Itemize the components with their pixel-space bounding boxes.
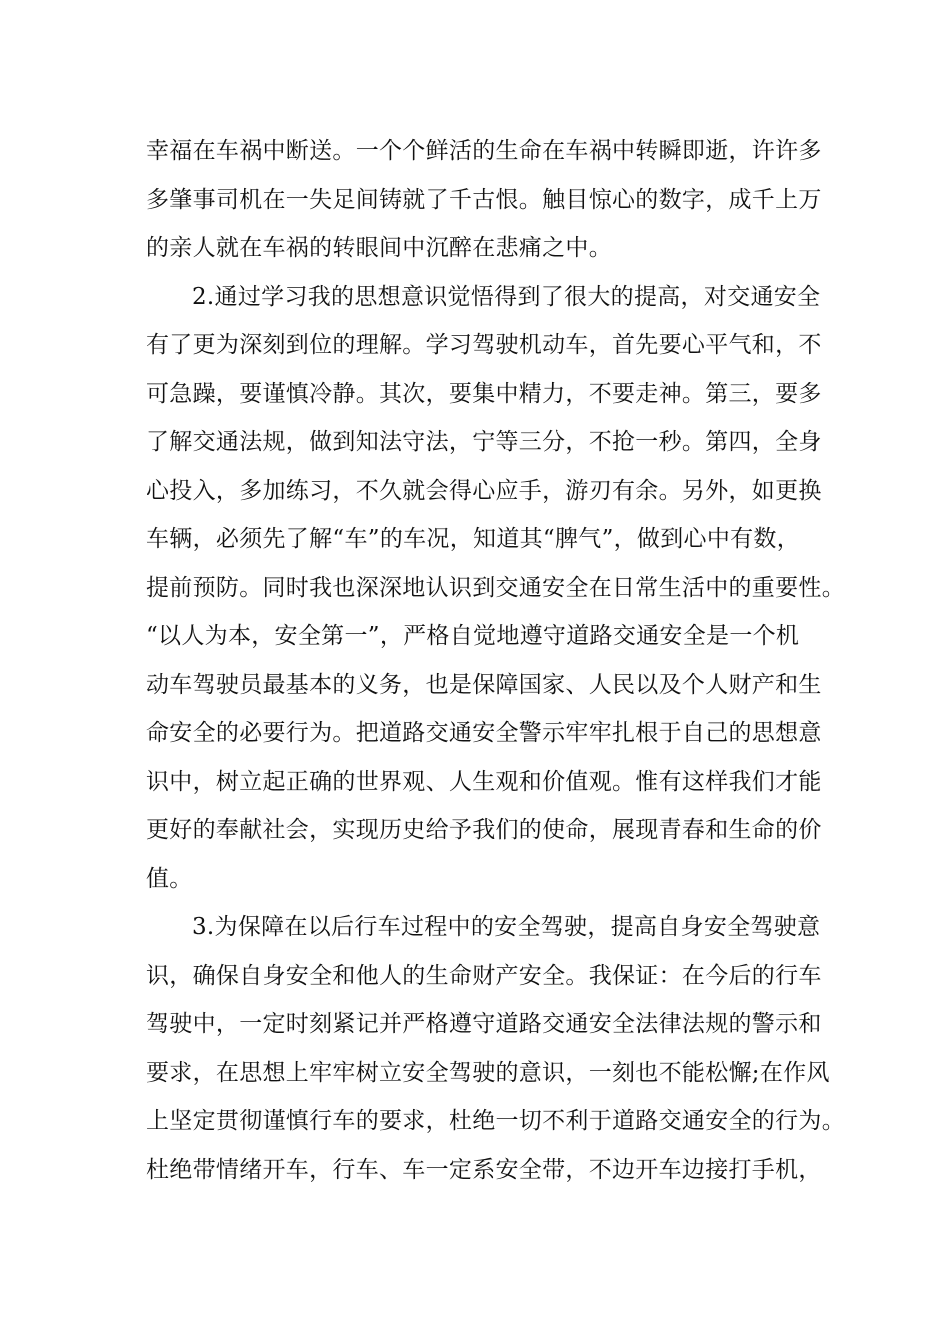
text-line: 心投入，多加练习，不久就会得心应手，游刃有余。另外，如更换 <box>146 477 822 504</box>
text-line: 杜绝带情绪开车，行车、车一定系安全带，不边开车边接打手机， <box>146 1156 822 1183</box>
text-line: “以人为本，安全第一”，严格自觉地遵守道路交通安全是一个机 <box>146 623 800 649</box>
text-line: 车辆，必须先了解“车”的车况，知道其“脾气”，做到心中有数， <box>146 526 801 552</box>
text-line: 了解交通法规，做到知法守法，宁等三分，不抢一秒。第四，全身 <box>146 429 822 455</box>
text-line: 多肇事司机在一失足间铸就了千古恨。触目惊心的数字，成千上万 <box>146 186 822 213</box>
text-line: 上坚定贯彻谨慎行车的要求，杜绝一切不利于道路交通安全的行为。 <box>146 1108 845 1134</box>
text-line: 识，确保自身安全和他人的生命财产安全。我保证：在今后的行车 <box>146 962 822 989</box>
text-line: 值。 <box>146 865 193 892</box>
text-line: 有了更为深刻到位的理解。学习驾驶机动车，首先要心平气和，不 <box>146 332 822 358</box>
text-line: 提前预防。同时我也深深地认识到交通安全在日常生活中的重要性。 <box>146 574 845 601</box>
text-line: 命安全的必要行为。把道路交通安全警示牢牢扎根于自己的思想意 <box>146 720 822 746</box>
text-line: 可急躁，要谨慎冷静。其次，要集中精力，不要走神。第三，要多 <box>146 380 822 407</box>
text-line: 驾驶中，一定时刻紧记并严格遵守道路交通安全法律法规的警示和 <box>146 1011 822 1037</box>
text-line: 幸福在车祸中断送。一个个鲜活的生命在车祸中转瞬即逝，许许多 <box>146 138 822 164</box>
text-line: 识中，树立起正确的世界观、人生观和价值观。惟有这样我们才能 <box>146 768 822 795</box>
text-line: 动车驾驶员最基本的义务，也是保障国家、人民以及个人财产和生 <box>146 671 822 698</box>
paragraph-2-start: 2.通过学习我的思想意识觉悟得到了很大的提高，对交通安全 <box>192 283 821 310</box>
text-line: 的亲人就在车祸的转眼间中沉醉在悲痛之中。 <box>146 235 612 261</box>
text-line: 要求，在思想上牢牢树立安全驾驶的意识，一刻也不能松懈;在作风 <box>146 1059 830 1086</box>
text-line: 更好的奉献社会，实现历史给予我们的使命，展现青春和生命的价 <box>146 817 822 843</box>
body-text <box>146 133 845 1200</box>
paragraph-3-start: 3.为保障在以后行车过程中的安全驾驶，提高自身安全驾驶意 <box>192 914 821 940</box>
